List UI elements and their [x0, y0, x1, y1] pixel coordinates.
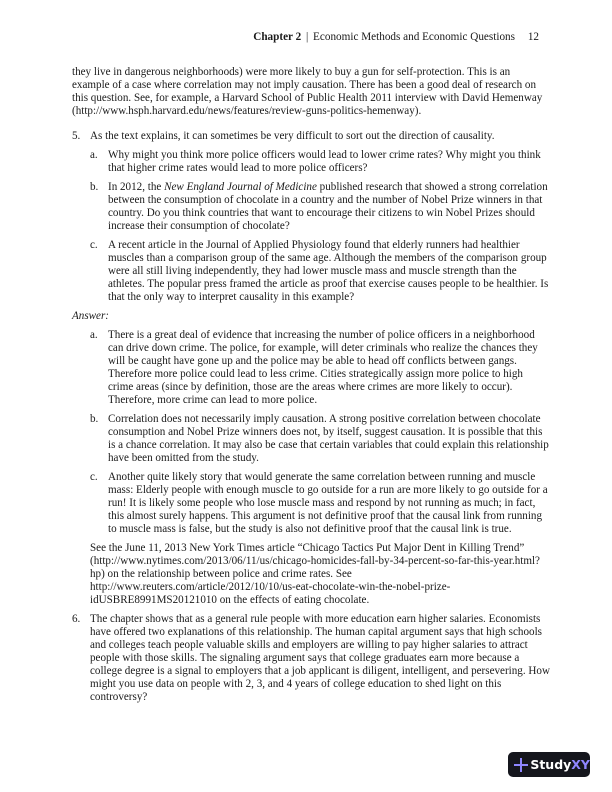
journal-title: New England Journal of Medicine	[164, 181, 317, 193]
answer-text: Another quite likely story that would generate the same correlation between running and muscle mass: Elderly people with enough muscle to go outside for a run are more likely to go outside for a run! It is likely some people who lose muscle mass and respond by not running as much; in fact, this almost surely happens. This argument is not definitive proof that the causal link from running to muscle mass is false, but the study is also not definitive proof that the causal link is true.	[108, 471, 548, 535]
question-number: 6.	[72, 613, 81, 625]
question-5	[72, 130, 550, 304]
see-also-references: See the June 11, 2013 New York Times article “Chicago Tactics Put Major Dent in Killing Trend” (http://www.nytimes.com/2013/06/11/us/chicago-homicides-fall-by-34-percent-so-far-this-year.html?hp) on the relationship between police and crime rates. See http://www.reuters.com/article/2012/10/10/us-eat-chocolate-win-the-nobel-prize-idUSBRE8991MS20121010 on the effects of eating chocolate.	[90, 542, 540, 606]
page-body	[72, 66, 550, 710]
part-label: c.	[90, 239, 98, 251]
answer-list	[72, 329, 550, 607]
studyxy-badge[interactable]	[508, 752, 590, 777]
question-6	[72, 613, 550, 704]
header-separator: |	[306, 31, 309, 43]
answer-b	[90, 413, 550, 465]
part-label: b.	[90, 181, 99, 193]
page-number: 12	[527, 31, 539, 43]
chapter-label: Chapter 2	[253, 31, 302, 43]
answer-part-label: a.	[90, 329, 98, 341]
question-number: 5.	[72, 130, 81, 142]
chapter-title: Economic Methods and Economic Questions	[313, 31, 516, 43]
question-5b	[90, 181, 550, 233]
answer-part-label: b.	[90, 413, 99, 425]
answer-a	[90, 329, 550, 407]
intro-paragraph: they live in dangerous neighborhoods) were more likely to buy a gun for self-protection. This is an example of a case where correlation may not imply causation. There has been a good deal of research on this question. See, for example, a Harvard School of Public Health 2011 interview with David Hemenway (http://www.hsph.harvard.edu/news/features/review-guns-politics-hemenway).	[72, 66, 543, 117]
part-text: Why might you think more police officers would lead to lower crime rates? Why might you think that higher crime rates would lead to more police officers?	[108, 149, 541, 174]
answer-label: Answer:	[72, 310, 109, 322]
part-text: In 2012, the New England Journal of Medicine published research that showed a strong correlation between the consumption of chocolate in a country and the number of Nobel Prize winners in that country. Do you think countries that want to encourage their citizens to win Nobel Prizes should increase their consumption of chocolate?	[108, 181, 548, 232]
question-text: As the text explains, it can sometimes be very difficult to sort out the direction of causality.	[90, 130, 495, 142]
answer-text: There is a great deal of evidence that increasing the number of police officers in a neighborhood can drive down crime. The police, for example, will deter criminals who realize the chances they will be caught have gone up and the police may be able to head off conflicts between gangs. Therefore more police could lead to less crime. Cities strategically assign more police to high crime areas (since by definition, those are the areas where crimes are more likely to occur). Therefore, more crime can lead to more police.	[108, 329, 538, 406]
page-header	[253, 31, 539, 43]
brand-name: StudyXY	[530, 757, 590, 772]
part-text: A recent article in the Journal of Applied Physiology found that elderly runners had healthier muscles than a comparison group of the same age. Although the members of the comparison group were all still living independently, they had lower muscle mass and muscle strength than the athletes. The popular press framed the article as proof that exercise causes people to be healthier. Is that the only way to interpret causality in this example?	[108, 239, 549, 303]
answer-part-label: c.	[90, 471, 98, 483]
answer-text: Correlation does not necessarily imply causation. A strong positive correlation between chocolate consumption and Nobel Prize winners does not, by itself, suggest causation. It is possible that this is a chance correlation. It may also be case that certain variables that could explain this relationship have been omitted from the study.	[108, 413, 549, 464]
answer-c	[90, 471, 550, 536]
question-5a	[90, 149, 550, 175]
plus-icon	[514, 758, 525, 772]
question-text: The chapter shows that as a general rule people with more education earn higher salaries. Economists have offered two explanations of this relationship. The human capital argument says that high schools and colleges teach people valuable skills and employers are willing to pay higher salaries to attract people with those skills. The signaling argument says that college graduates earn more because a college degree is a signal to employers that a job applicant is diligent, intelligent, and persevering. How might you use data on people with 2, 3, and 4 years of college education to shed light on this controversy?	[90, 613, 550, 703]
question-5c	[90, 239, 550, 304]
part-label: a.	[90, 149, 98, 161]
